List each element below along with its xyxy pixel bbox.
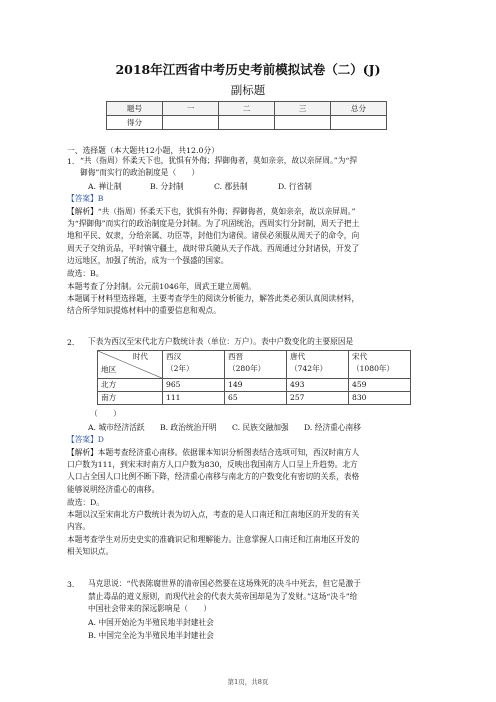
- analysis-line: [67, 206, 355, 219]
- question-stem: “共（指周）怀柔天下也，犹惧有外侮；捍御侮者，莫如亲亲，故以亲屏周。”为“捍: [80, 156, 358, 165]
- question-stem: 御侮”而实行的政治制度是（ ）: [80, 168, 200, 177]
- table-cell: 830: [349, 392, 411, 405]
- corner-top-label: 时代: [132, 352, 148, 361]
- option-a[interactable]: A. 禅让制: [88, 182, 122, 191]
- note-line: 本题以汉至宋南北方户数统计表为切入点，考查的是人口南迁和江南地区的开发的有关: [67, 510, 360, 519]
- option-b[interactable]: B. 中国完全沦为半殖民地半封建社会: [88, 631, 214, 640]
- table-cell: 111: [163, 392, 225, 405]
- analysis-line: 口户数为111，到宋末时南方人口户数为830，反映出我国南方人口呈上升趋势。北方: [67, 460, 358, 469]
- column-year: （1080年）: [352, 364, 395, 373]
- score-cell: [163, 116, 219, 130]
- column-header: [225, 351, 287, 379]
- score-header-cell: 二: [219, 102, 275, 116]
- corner-cell: [98, 351, 163, 379]
- question-number: 3.: [67, 580, 75, 589]
- table-cell: 459: [349, 379, 411, 392]
- option-b[interactable]: B. 政治统治开明: [160, 423, 217, 432]
- analysis-line: 为“捍御侮”而实行的政治制度是分封制。为了巩固统治，西周实行分封制，周天子把土: [67, 219, 360, 228]
- corner-bottom-label: 地区: [101, 365, 117, 374]
- analysis-line: 人口占全国人口比例不断下降，经济重心南移与南北方的户数变化有密切的关系，表格: [67, 472, 360, 481]
- row-label: 南方: [98, 392, 163, 405]
- column-year: （742年）: [290, 364, 328, 373]
- note-line: 本题考查学生对历史史实的准确识记和理解能力。注意掌握人口南迁和江南地区开发的: [67, 535, 360, 544]
- table-cell: 65: [225, 392, 287, 405]
- column-name: 西晋: [228, 352, 244, 361]
- option-c[interactable]: C. 民族交融加强: [232, 423, 289, 432]
- table-cell: 493: [287, 379, 349, 392]
- column-name: 唐代: [290, 352, 306, 361]
- answer-options: [88, 181, 312, 192]
- score-table: [106, 101, 387, 130]
- score-header-cell: 一: [163, 102, 219, 116]
- column-name: 宋代: [352, 352, 368, 361]
- note-line: 结合所学知识提炼材料中的重要信息和观点。: [67, 306, 221, 315]
- note-line: 相关知识点。: [67, 547, 114, 556]
- question-number: 2.: [67, 338, 75, 347]
- score-cell: [275, 116, 331, 130]
- column-name: 西汉: [166, 352, 182, 361]
- question-number: 1.: [67, 157, 75, 166]
- answer-label: 【答案】B: [67, 194, 104, 203]
- score-cell: [331, 116, 387, 130]
- option-a[interactable]: A. 城市经济活跃: [88, 423, 145, 432]
- question-stem: 马克思说：“代表陈腐世界的清帝国必然要在这场殊死的决斗中死去，但它是激于: [88, 579, 361, 588]
- question-stem: 中国社会带来的深远影响是（ ）: [88, 604, 212, 613]
- analysis-text: 【解析】“共（指周）怀柔天下也，犹惧有外侮；捍御侮者，莫如亲亲，故以亲屏周。”: [67, 207, 356, 216]
- option-a[interactable]: A. 中国开始沦为半殖民地半封建社会: [88, 618, 214, 627]
- option-d[interactable]: D. 经济重心南移: [304, 423, 361, 432]
- question-stem: 下表为西汉至宋代北方户数统计表（单位：万户）。表中户数变化的主要原因是: [88, 337, 354, 346]
- analysis-line: 周天子交纳贡品，平时镇守疆土，战时带兵随从天子作战。西周通过分封诸侯，开发了: [67, 244, 360, 253]
- score-header-cell: 三: [275, 102, 331, 116]
- table-cell: 257: [287, 392, 349, 405]
- row-label: 北方: [98, 379, 163, 392]
- column-header: [163, 351, 225, 379]
- answer-options: [88, 422, 361, 433]
- conclusion: 故选：B。: [67, 269, 104, 278]
- option-d[interactable]: D. 行省制: [278, 182, 312, 191]
- page-title: 2018年江西省中考历史考前模拟试卷（二）(J): [115, 62, 381, 77]
- section-heading: 一、选择题（本大题共12小题，共12.0分）: [67, 146, 220, 155]
- column-header: [287, 351, 349, 379]
- column-year: （2年）: [166, 364, 194, 373]
- diagonal-line: [98, 351, 164, 379]
- option-c[interactable]: C. 郡县制: [214, 182, 248, 191]
- column-header: [349, 351, 411, 379]
- note-line: 内容。: [67, 522, 91, 531]
- analysis-line: 【解析】本题考查经济重心南移。依据课本知识分析图表结合选项可知，西汉时南方人: [67, 448, 360, 457]
- page-subtitle: 副标题: [230, 83, 266, 97]
- page-footer: 第1页，共8页: [227, 678, 269, 686]
- conclusion: 故选：D。: [67, 498, 104, 507]
- question-stem: 禁止毒品的道义原则，而现代社会的代表大英帝国却是为了发财。”这场“决斗”给: [88, 592, 358, 601]
- score-cell: [219, 116, 275, 130]
- option-b[interactable]: B. 分封制: [150, 182, 184, 191]
- column-year: （280年）: [228, 364, 266, 373]
- table-cell: 965: [163, 379, 225, 392]
- table-cell: 149: [225, 379, 287, 392]
- note-line: 本题考查了分封制。公元前1046年，周武王建立周朝。: [67, 282, 256, 291]
- score-header-cell: 总分: [331, 102, 387, 116]
- answer-label: 【答案】D: [67, 435, 104, 444]
- score-header-cell: 题号: [107, 102, 163, 116]
- analysis-line: 边远地区，加强了统治，成为一个强盛的国家。: [67, 256, 229, 265]
- household-table: [97, 350, 411, 405]
- blank-paren: （ ）: [90, 409, 121, 418]
- note-line: 本题属于材料型选择题，主要考查学生的阅读分析能力，解答此类必须认真阅读材料，: [67, 294, 360, 303]
- analysis-line: 能够说明经济重心的南移。: [67, 485, 160, 494]
- analysis-line: 地和平民、奴隶，分给亲属、功臣等，封他们为诸侯。诸侯必须服从周天子的命令，向: [67, 231, 360, 240]
- score-row-label: 得分: [107, 116, 163, 130]
